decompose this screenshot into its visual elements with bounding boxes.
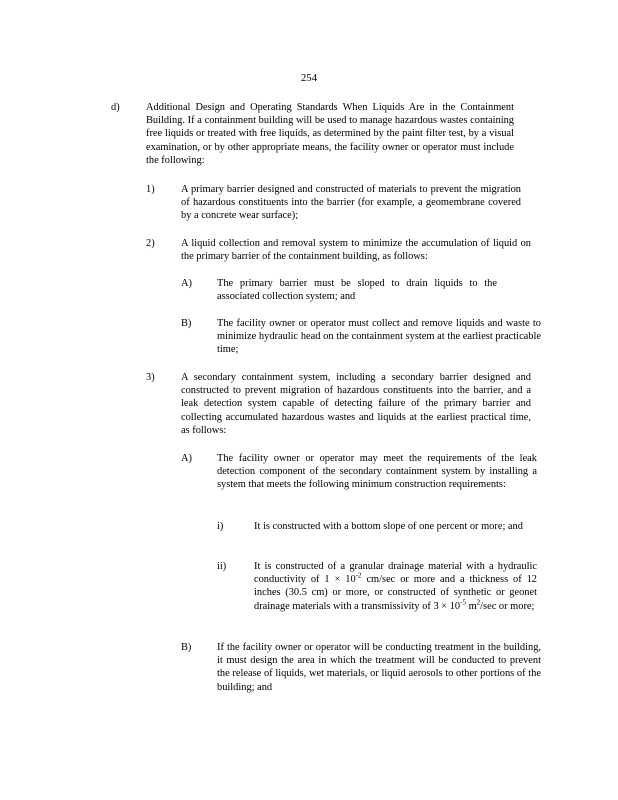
subsection-d-text: Additional Design and Operating Standards When Liquids Are in the Containment Building. If a containment building will be used to manage hazardous wastes containing free liquids or treated with free liquids, as determined by the paint filter test, by a visual examination, or by other appropriate means, the facility owner or operator must include the following: xyxy=(146,102,514,166)
paragraph-d1-text: A primary barrier designed and constructed of materials to prevent the migration of hazardous constituents into the barrier (for example, a geomembrane covered by a concrete wear surface); xyxy=(181,184,521,222)
paragraph-d3B-text: If the facility owner or operator will be conducting treatment in the building, it must design the area in which the treatment will be conducted to prevent the release of liquids, wet materials, or liquid aerosols to other portions of the building; and xyxy=(217,642,541,693)
paragraph-d2-text: A liquid collection and removal system to minimize the accumulation of liquid on the primary barrier of the containment building, as follows: xyxy=(181,238,531,263)
paragraph-d2A-text: The primary barrier must be sloped to drain liquids to the associated collection system; and xyxy=(217,278,497,303)
page-number: 254 xyxy=(300,72,318,84)
clause-d3Aii-text: It is constructed of a granular drainage material with a hydraulic conductivity of $1 \times 10^{-2}$ cm/sec or more and a thickness of 12 inches (30.5 cm) or more, or constructed of synthetic or geonet drainage materials with a transmissivity of $3 \times 10^{-5}$ $m^2/\sec$ or more; xyxy=(254,561,537,612)
paragraph-d3-text: A secondary containment system, including a secondary barrier designed and constructed to prevent migration of hazardous constituents into the barrier, and a leak detection system capable of detecting failure of the primary barrier and collecting accumulated hazardous wastes and liquids at the earliest practical time, as follows: xyxy=(181,372,531,436)
clause-d3Ai-text: It is constructed with a bottom slope of one percent or more; and xyxy=(254,521,523,532)
paragraph-d3A-text: The facility owner or operator may meet the requirements of the leak detection component of the secondary containment system by installing a system that meets the following minimum construction requirements: xyxy=(217,453,537,491)
paragraph-d2A-label: A) xyxy=(181,278,192,289)
paragraph-d3A-label: A) xyxy=(181,453,192,464)
paragraph-d2-label: 2) xyxy=(146,238,155,249)
subsection-d-label: d) xyxy=(111,102,120,113)
clause-d3Ai-label: i) xyxy=(217,521,224,532)
paragraph-d2B-text: The facility owner or operator must collect and remove liquids and waste to minimize hydraulic head on the containment system at the earliest practicable time; xyxy=(217,318,541,356)
paragraph-d2B-label: B) xyxy=(181,318,192,329)
paragraph-d1-label: 1) xyxy=(146,184,155,195)
clause-d3Aii-label: ii) xyxy=(217,561,227,572)
paragraph-d3B-label: B) xyxy=(181,642,192,653)
paragraph-d3-label: 3) xyxy=(146,372,155,383)
